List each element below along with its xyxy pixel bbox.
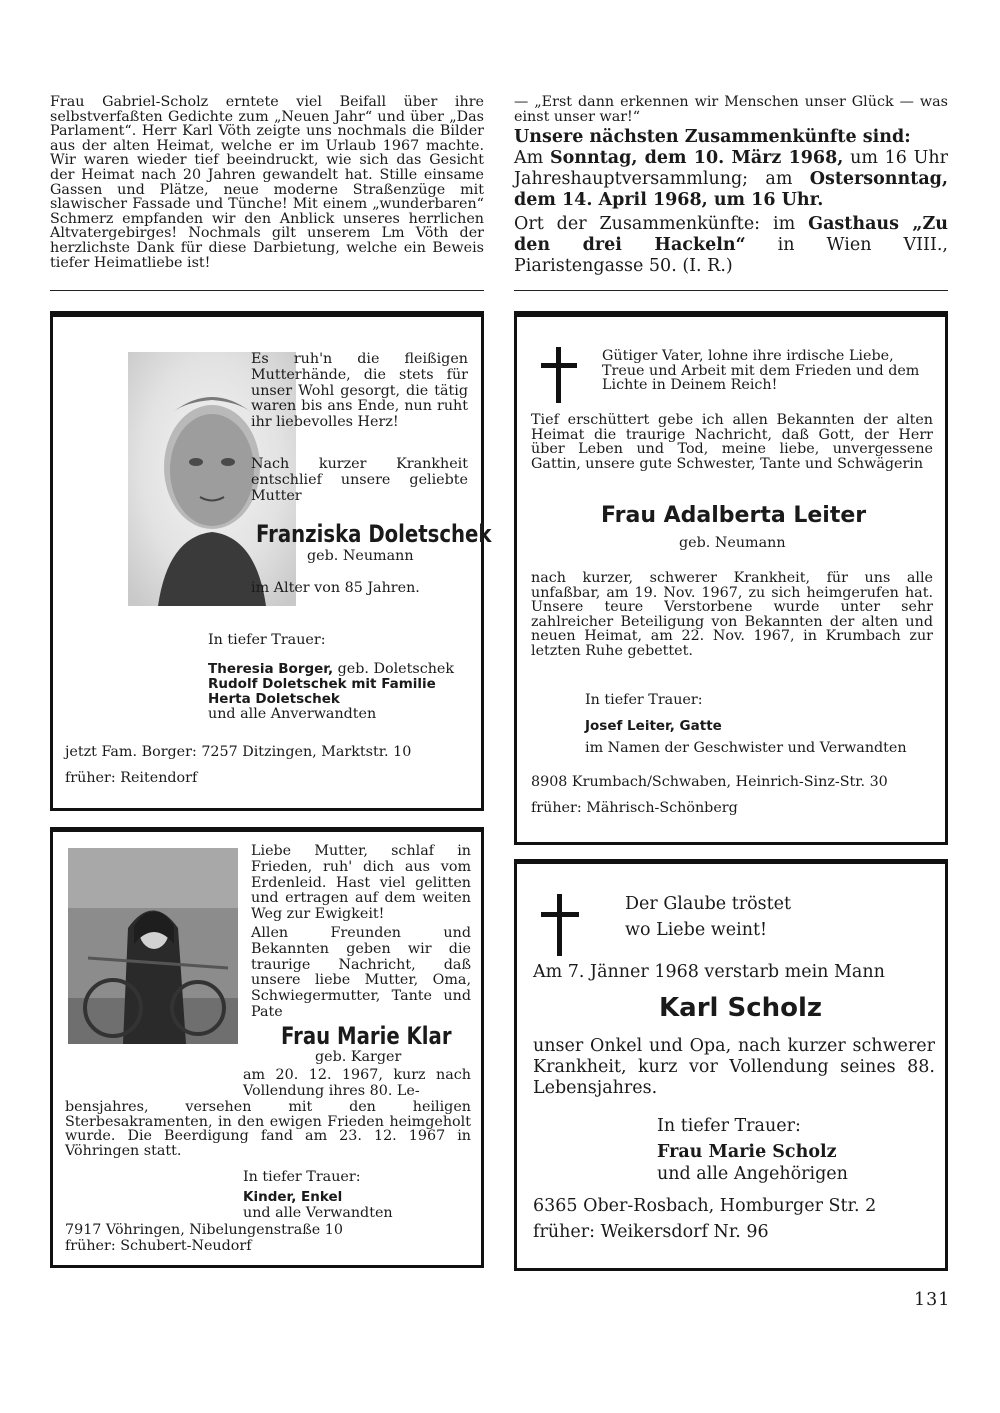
intro-text: Allen Freunden und Bekannten geben wir die traurige Nachricht, daß unsere liebe Mutter, Oma, Schwiegermutter, Tante und Pate bbox=[251, 925, 471, 1020]
mourners bbox=[208, 662, 454, 722]
address: 8908 Krumbach/Schwaben, Heinrich-Sinz-Str. 30 bbox=[531, 774, 888, 790]
poem-line: wo Liebe weint! bbox=[625, 920, 768, 940]
mourner bbox=[208, 662, 454, 677]
deceased-name: Franziska Doletschek bbox=[256, 520, 492, 548]
location-text: Ort der Zusammenkünfte: im bbox=[514, 214, 809, 235]
mourner: Josef Leiter, Gatte bbox=[585, 718, 722, 734]
former-residence: früher: Mährisch-Schönberg bbox=[531, 800, 738, 816]
obituary-leiter bbox=[514, 311, 948, 845]
meeting-date-1: Sonntag, dem 10. März 1968, bbox=[549, 148, 844, 169]
mourner: und alle Anverwandten bbox=[208, 706, 377, 722]
mourning-label: In tiefer Trauer: bbox=[243, 1169, 361, 1185]
mourner: Rudolf Doletschek mit Familie bbox=[208, 676, 436, 692]
mourner-detail: geb. Doletschek bbox=[333, 661, 455, 677]
poem: Es ruh'n die fleißigen Mutterhände, die stets für unser Wohl gesorgt, die tätig waren bis ans Ende, nun ruht ihr liebevolles Herz! bbox=[251, 351, 468, 431]
intro-text: Tief erschüttert gebe ich allen Bekannten der alten Heimat die traurige Nachricht, daß Gott, der Herr über Leben und Tod, meine liebe, unvergessene Gattin, unsere gute Schwester, Tante und Schwägerin bbox=[531, 412, 933, 472]
poem: Liebe Mutter, schlaf in Frieden, ruh' dich aus vom Erdenleid. Hast viel gelitten und ertragen auf dem weiten Weg zur Ewigkeit! bbox=[251, 843, 471, 923]
poem: Gütiger Vater, lohne ihre irdische Liebe, Treue und Arbeit mit dem Frieden und dem Lichte in Deinem Reich! bbox=[602, 348, 920, 394]
mourner: und alle Angehörigen bbox=[657, 1164, 848, 1184]
poem-line: Der Glaube tröstet bbox=[625, 894, 792, 914]
mourner: Kinder, Enkel bbox=[243, 1189, 343, 1205]
birth-name: geb. Karger bbox=[315, 1049, 402, 1065]
body-text: bensjahres, versehen mit den heiligen Sterbesakramenten, in den ewigen Frieden heimgeholt wurde. Die Beerdigung fand am 23. 12. 1967 in Vöhringen statt. bbox=[65, 1099, 471, 1159]
obituary-doletschek bbox=[50, 311, 492, 811]
former-residence: früher: Schubert-Neudorf bbox=[65, 1238, 252, 1254]
birth-name: geb. Neumann bbox=[679, 535, 786, 551]
deceased-name: Frau Marie Klar bbox=[281, 1022, 452, 1050]
former-residence: früher: Weikersdorf Nr. 96 bbox=[533, 1222, 769, 1242]
location-text: in Wien VIII., Piaristengasse 50. (I. R.) bbox=[514, 235, 948, 277]
meeting-location bbox=[514, 214, 948, 277]
portrait-photo bbox=[68, 848, 238, 1044]
meeting-text: Am bbox=[514, 148, 550, 169]
meeting-announcement bbox=[514, 95, 948, 277]
obituary-klar bbox=[50, 827, 484, 1268]
body-text: nach kurzer, schwerer Krankheit, für uns alle unfaßbar, am 19. Nov. 1967, zu sich heimgerufen hat. Unsere teure Verstorbene wurde unter sehr zahlreicher Beteiligung von Bekannten der alten und neuen Heimat, am 22. Nov. 1967, in Krumbach zur letzten Ruhe gebettet. bbox=[531, 570, 933, 659]
address: jetzt Fam. Borger: 7257 Ditzingen, Marktstr. 10 bbox=[65, 744, 412, 760]
meeting-date-2: Ostersonntag, dem 14. April 1968, um 16 Uhr. bbox=[514, 169, 948, 211]
intro-text: Am 7. Jänner 1968 verstarb mein Mann bbox=[533, 962, 885, 982]
separator bbox=[50, 290, 484, 291]
separator bbox=[514, 290, 948, 291]
mourner: und alle Verwandten bbox=[243, 1205, 393, 1221]
mourning-label: In tiefer Trauer: bbox=[208, 632, 326, 648]
body-text: am 20. 12. 1967, kurz nach Vollendung ihres 80. Le- bbox=[243, 1067, 471, 1099]
former-residence: früher: Reitendorf bbox=[65, 770, 198, 786]
body-text: unser Onkel und Opa, nach kurzer schwerer Krankheit, kurz vor Vollendung seines 88. Lebensjahres. bbox=[533, 1036, 935, 1098]
mourning-label: In tiefer Trauer: bbox=[657, 1116, 801, 1136]
address: 6365 Ober-Rosbach, Homburger Str. 2 bbox=[533, 1196, 877, 1216]
cross-icon bbox=[541, 894, 579, 956]
cross-icon bbox=[541, 347, 577, 403]
meeting-text: um 16 Uhr Jahreshauptversammlung; am bbox=[514, 148, 948, 190]
meetings-heading: Unsere nächsten Zusammenkünfte sind: bbox=[514, 127, 911, 148]
birth-name: geb. Neumann bbox=[307, 548, 414, 564]
mourner: Frau Marie Scholz bbox=[657, 1142, 837, 1162]
age: im Alter von 85 Jahren. bbox=[251, 580, 420, 596]
page-number: 131 bbox=[914, 1290, 951, 1310]
article-text: Frau Gabriel-Scholz erntete viel Beifall über ihre selbstverfaßten Gedichte zum „Neuen Jahr“ und über „Das Parlament“. Herr Karl Vöth zeigte uns nochmals die Bilder aus der alten Heimat, welche er im Urlaub 1967 machte. Wir waren wieder tief beeindruckt, wie sich das Gesicht der Heimat nach 20 Jahren gewandelt hat. Stille einsame Gassen und Plätze, neue moderne Straßenzüge mit slawischer Fassade und Tünche! Mit einem „wunderbaren“ Schmerz empfanden wir den Anblick unseres herrlichen Altvatergebirges! Nochmals gilt unserem Lm Vöth der herzlichste Dank für diese Darbietung, welche ein Beweis tiefer Heimatliebe ist! bbox=[50, 94, 484, 271]
meeting-dates bbox=[514, 148, 948, 211]
obituary-scholz bbox=[514, 859, 948, 1271]
deceased-name: Karl Scholz bbox=[659, 993, 823, 1023]
intro-text: Nach kurzer Krankheit entschlief unsere geliebte Mutter bbox=[251, 456, 468, 504]
mourner: Herta Doletschek bbox=[208, 691, 340, 707]
mourner: im Namen der Geschwister und Verwandten bbox=[585, 740, 907, 756]
address: 7917 Vöhringen, Nibelungenstraße 10 bbox=[65, 1222, 343, 1238]
deceased-name: Frau Adalberta Leiter bbox=[601, 503, 867, 528]
location-venue: Gasthaus „Zu den drei Hackeln“ bbox=[514, 214, 948, 256]
mourner-name: Theresia Borger, bbox=[208, 661, 334, 677]
mourning-label: In tiefer Trauer: bbox=[585, 692, 703, 708]
quote: — „Erst dann erkennen wir Menschen unser Glück — was einst unser war!“ bbox=[514, 94, 948, 125]
